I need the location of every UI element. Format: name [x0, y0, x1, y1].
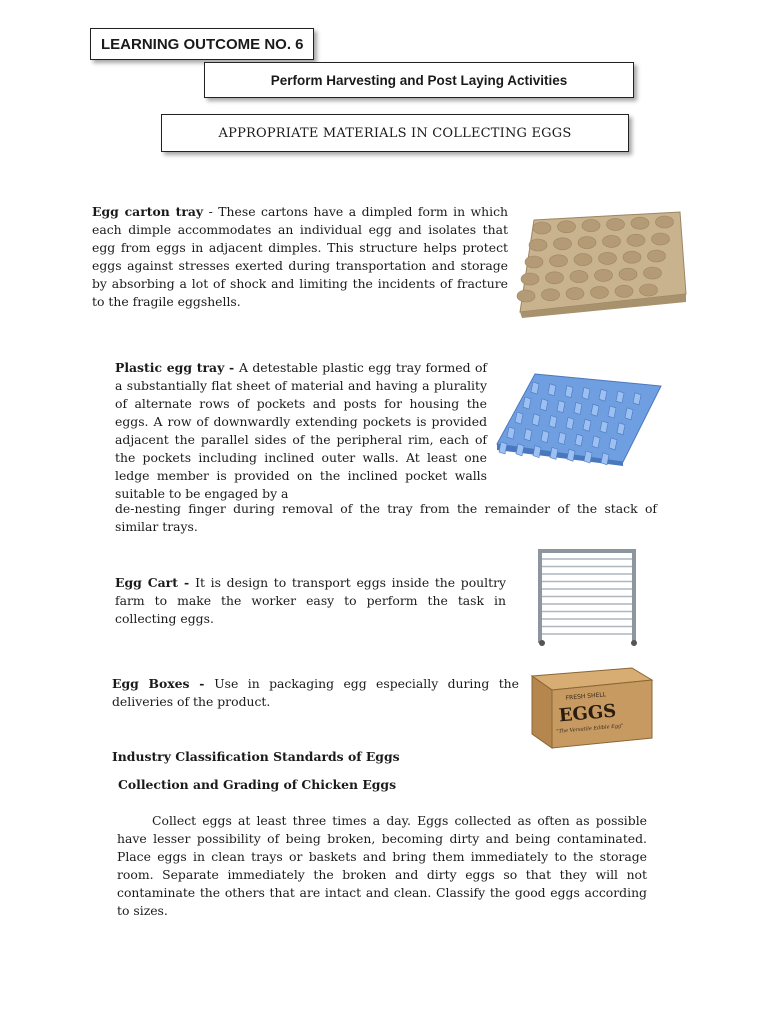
carton-dimple: [648, 250, 666, 262]
plastic-egg-tray-image: [495, 368, 663, 466]
collection-heading: Collection and Grading of Chicken Eggs: [118, 777, 397, 792]
carton-dimple: [521, 273, 539, 285]
plastic-egg-tray-description: A detestable plastic egg tray formed of a substantially flat sheet of material and having a plurality of alternate rows of pockets and posts for housing the eggs. A row of downwardly extending pockets is provided adjacent the parallel sides of the peripheral rim, each of the pockets including inclined outer walls. At least one ledge member is provided on the inclined pocket walls suitable to be engaged by a: [115, 360, 487, 501]
egg-boxes-description: Use in packaging egg especially during the deliveries of the product.: [112, 676, 519, 709]
carton-dimple: [644, 267, 662, 279]
carton-dimple: [554, 238, 572, 250]
egg-cart-description: It is design to transport eggs inside the poultry farm to make the worker easy to perform the task in collecting eggs.: [115, 575, 506, 626]
plastic-egg-tray-description-cont: de-nesting finger during removal of the tray from the remainder of the stack of similar trays.: [115, 501, 657, 534]
plastic-egg-tray-term: Plastic egg tray -: [115, 360, 239, 375]
box-print-main: EGGS: [557, 700, 618, 727]
egg-cart-image: [532, 547, 644, 647]
carton-dimple: [529, 239, 547, 251]
carton-dimple: [640, 284, 658, 296]
carton-dimple: [627, 234, 645, 246]
egg-carton-tray-term: Egg carton tray: [92, 204, 204, 219]
industry-heading: Industry Classification Standards of Eggs: [112, 749, 400, 764]
egg-carton-tray-image: [512, 206, 688, 318]
plastic-egg-tray-paragraph: [115, 359, 487, 503]
carton-dimple: [533, 222, 551, 234]
carton-dimple: [517, 290, 535, 302]
carton-dimple: [574, 254, 592, 266]
box-print-top: FRESH SHELL: [565, 691, 607, 702]
carton-dimple: [652, 233, 670, 245]
carton-dimple: [525, 256, 543, 268]
carton-dimple: [550, 255, 568, 267]
subtitle-label: Perform Harvesting and Post Laying Activities: [270, 72, 568, 88]
subtitle-box: [204, 62, 634, 98]
egg-box-image: [528, 664, 656, 750]
carton-dimple: [619, 268, 637, 280]
carton-dimple: [570, 271, 588, 283]
section-title-box: [161, 114, 629, 152]
carton-dimple: [566, 288, 584, 300]
egg-cart-paragraph: [115, 574, 506, 628]
carton-dimple: [623, 251, 641, 263]
carton-dimple: [631, 217, 649, 229]
carton-dimple: [607, 218, 625, 230]
egg-carton-tray-paragraph: [92, 203, 508, 311]
carton-dimple: [542, 289, 560, 301]
collection-paragraph: Collect eggs at least three times a day. Eggs collected as often as possible have lesser possibility of being broken, becoming dirty and being contaminated. Place eggs in clean trays or baskets and bring them immediately to the storage room. Separate immediately the broken and dirty eggs so that they will not contaminate the others that are intact and clean. Classify the good eggs according to sizes.: [117, 813, 647, 918]
carton-dimple: [599, 252, 617, 264]
carton-dimple: [595, 269, 613, 281]
carton-dimple: [615, 285, 633, 297]
egg-cart-term: Egg Cart -: [115, 575, 196, 590]
learning-outcome-box: [90, 28, 314, 60]
carton-dimple: [578, 237, 596, 249]
section-title-label: APPROPRIATE MATERIALS IN COLLECTING EGGS: [218, 125, 572, 141]
carton-dimple: [546, 272, 564, 284]
learning-outcome-label: LEARNING OUTCOME NO. 6: [101, 35, 304, 53]
carton-dimple: [558, 221, 576, 233]
carton-dimple: [582, 220, 600, 232]
plastic-egg-tray-continuation: [115, 500, 657, 536]
egg-boxes-term: Egg Boxes -: [112, 676, 215, 691]
carton-dimple: [656, 216, 674, 228]
carton-dimple: [591, 286, 609, 298]
box-print-tag: "The Versatile Edible Egg": [556, 723, 624, 735]
egg-carton-tray-description: - These cartons have a dimpled form in which each dimple accommodates an individual egg and isolates that egg from eggs in adjacent dimples. This structure helps protect eggs against stresses exerted during transportation and storage by absorbing a lot of shock and limiting the incidents of fracture to the fragile eggshells.: [92, 204, 509, 309]
egg-boxes-paragraph: [112, 675, 519, 711]
carton-dimple: [603, 235, 621, 247]
